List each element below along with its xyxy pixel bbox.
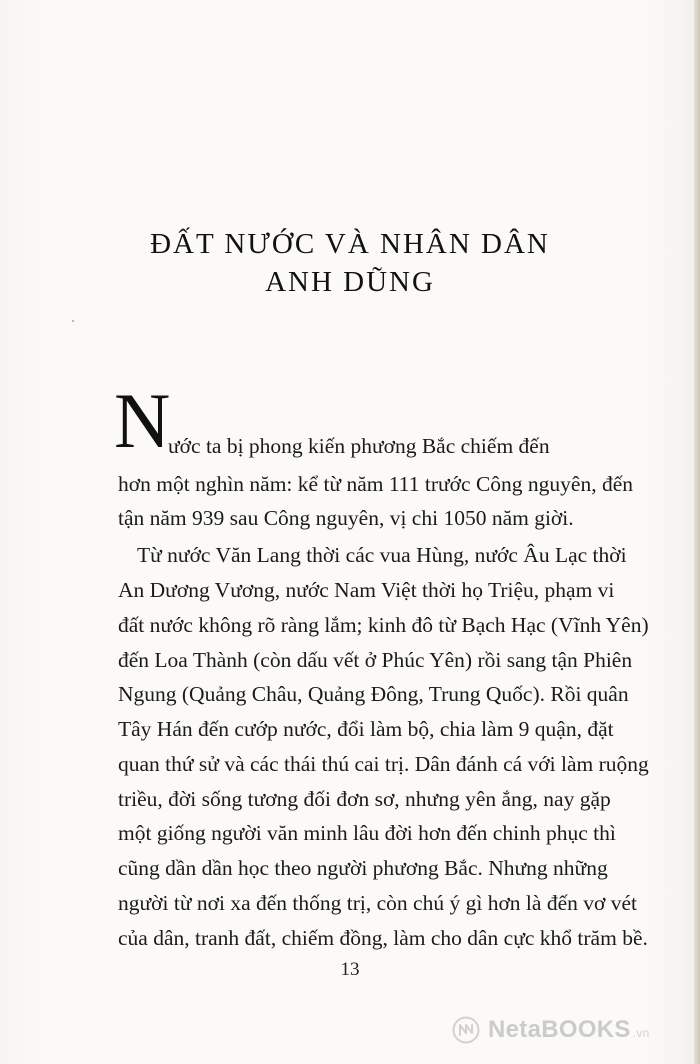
paragraph-2-line-12: của dân, tranh đất, chiếm đồng, làm cho dân cực khổ trăm bề. [118, 926, 648, 950]
paragraph-2-line-9: một giống người văn minh lâu đời hơn đến chinh phục thì [118, 821, 616, 845]
ink-speck [72, 320, 74, 322]
paragraph-2-line-8: triều, đời sống tương đối đơn sơ, nhưng yên ắng, nay gặp [118, 787, 611, 811]
watermark-suffix: .vn [632, 1026, 650, 1040]
drop-cap: N [114, 377, 171, 464]
paragraph-1-line-1: ước ta bị phong kiến phương Bắc chiếm đến [168, 434, 550, 458]
page-edge [694, 0, 700, 1064]
page-number: 13 [340, 959, 360, 980]
paragraph-2-line-7: quan thứ sử và các thái thú cai trị. Dân đánh cá với làm ruộng [118, 752, 649, 776]
paragraph-2-line-2: An Dương Vương, nước Nam Việt thời họ Triệu, phạm vi [118, 578, 615, 602]
chapter-title-line-2: ANH DŨNG [265, 266, 435, 298]
paragraph-2-line-11: người từ nơi xa đến thống trị, còn chú ý gì hơn là đến vơ vét [118, 891, 638, 915]
watermark-brand: NetaBOOKS [488, 1016, 631, 1043]
paragraph-1-line-3: tận năm 939 sau Công nguyên, vị chi 1050 năm giời. [118, 506, 574, 530]
chapter-title-line-1: ĐẤT NƯỚC VÀ NHÂN DÂN [150, 228, 550, 260]
paragraph-2-line-10: cũng dần dần học theo người phương Bắc. Nhưng những [118, 856, 608, 880]
netabooks-watermark [452, 1016, 650, 1044]
paragraph-2-line-1: Từ nước Văn Lang thời các vua Hùng, nước Âu Lạc thời [137, 543, 627, 567]
watermark-text [488, 1018, 650, 1042]
paragraph-2-line-4: đến Loa Thành (còn dấu vết ở Phúc Yên) rồi sang tận Phiên [118, 648, 633, 672]
paragraph-2-line-6: Tây Hán đến cướp nước, đổi làm bộ, chia làm 9 quận, đặt [118, 717, 614, 741]
paragraph-1-line-2: hơn một nghìn năm: kể từ năm 111 trước Công nguyên, đến [118, 472, 633, 496]
paragraph-2-line-5: Ngung (Quảng Châu, Quảng Đông, Trung Quốc). Rồi quân [118, 682, 629, 706]
paragraph-2-line-3: đất nước không rõ ràng lắm; kinh đô từ Bạch Hạc (Vĩnh Yên) [118, 613, 649, 637]
netabooks-logo-icon [452, 1016, 480, 1044]
